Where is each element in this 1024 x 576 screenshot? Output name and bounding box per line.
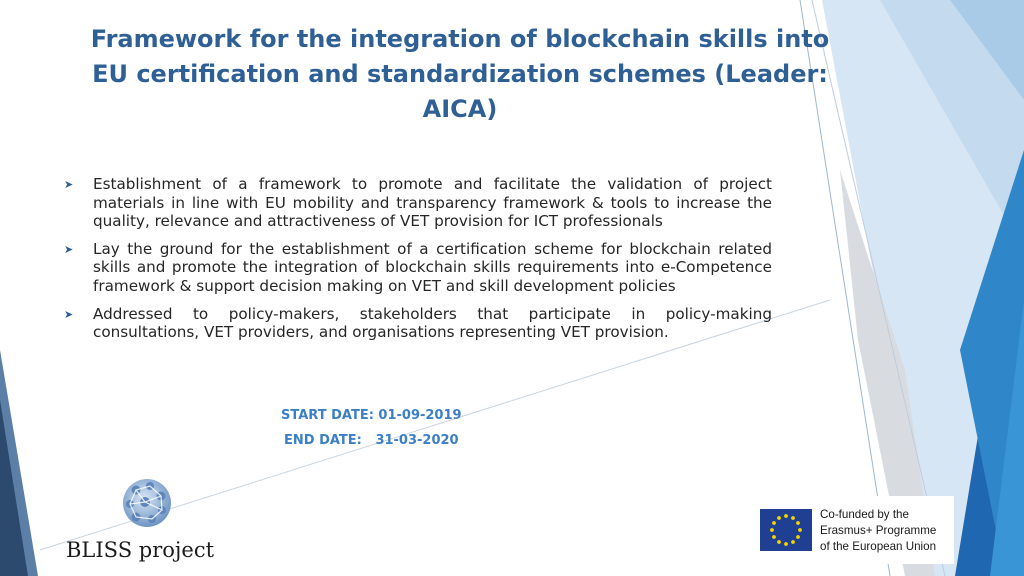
start-date: START DATE: 01-09-2019 xyxy=(281,408,462,423)
bullet-item xyxy=(64,240,772,296)
eu-cofunded-text xyxy=(820,507,952,555)
bliss-logo xyxy=(66,476,226,566)
bliss-logo-text: BLISS project xyxy=(66,538,215,562)
eu-flag-icon xyxy=(760,509,812,551)
title-line: EU certification and standardization schemes (Leader: xyxy=(92,60,828,88)
bullet-text: Establishment of a framework to promote and facilitate the validation of project materials in line with EU mobility and transparency framework & tools to increase the quality, relevance and attractiveness of VET provision for ICT professionals xyxy=(93,175,772,231)
bullet-item xyxy=(64,305,772,342)
eu-text-line: Co-funded by the xyxy=(820,508,909,521)
eu-cofunded-logo xyxy=(754,496,954,564)
bullet-list xyxy=(64,175,772,351)
bliss-globe-icon xyxy=(66,476,226,536)
eu-text-line: of the European Union xyxy=(820,540,937,553)
bullet-item xyxy=(64,175,772,231)
eu-text-line: Erasmus+ Programme xyxy=(820,524,937,537)
slide-title xyxy=(60,22,860,127)
arrow-bullet-icon: ➤ xyxy=(64,307,74,321)
title-line: Framework for the integration of blockchain skills into xyxy=(90,25,830,53)
end-date: END DATE: 31-03-2020 xyxy=(284,433,459,448)
title-line: AICA) xyxy=(422,95,498,123)
arrow-bullet-icon: ➤ xyxy=(64,178,74,191)
bullet-text: Lay the ground for the establishment of a certification scheme for blockchain related skills and promote the integration of blockchain skills requirements into e-Competence framework & support decision making on VET and skill development policies xyxy=(93,239,772,295)
bullet-text: Addressed to policy-makers, stakeholders that participate in policy-making consultations, VET providers, and organisations representing VET provision. xyxy=(93,304,772,342)
arrow-bullet-icon: ➤ xyxy=(64,242,74,256)
